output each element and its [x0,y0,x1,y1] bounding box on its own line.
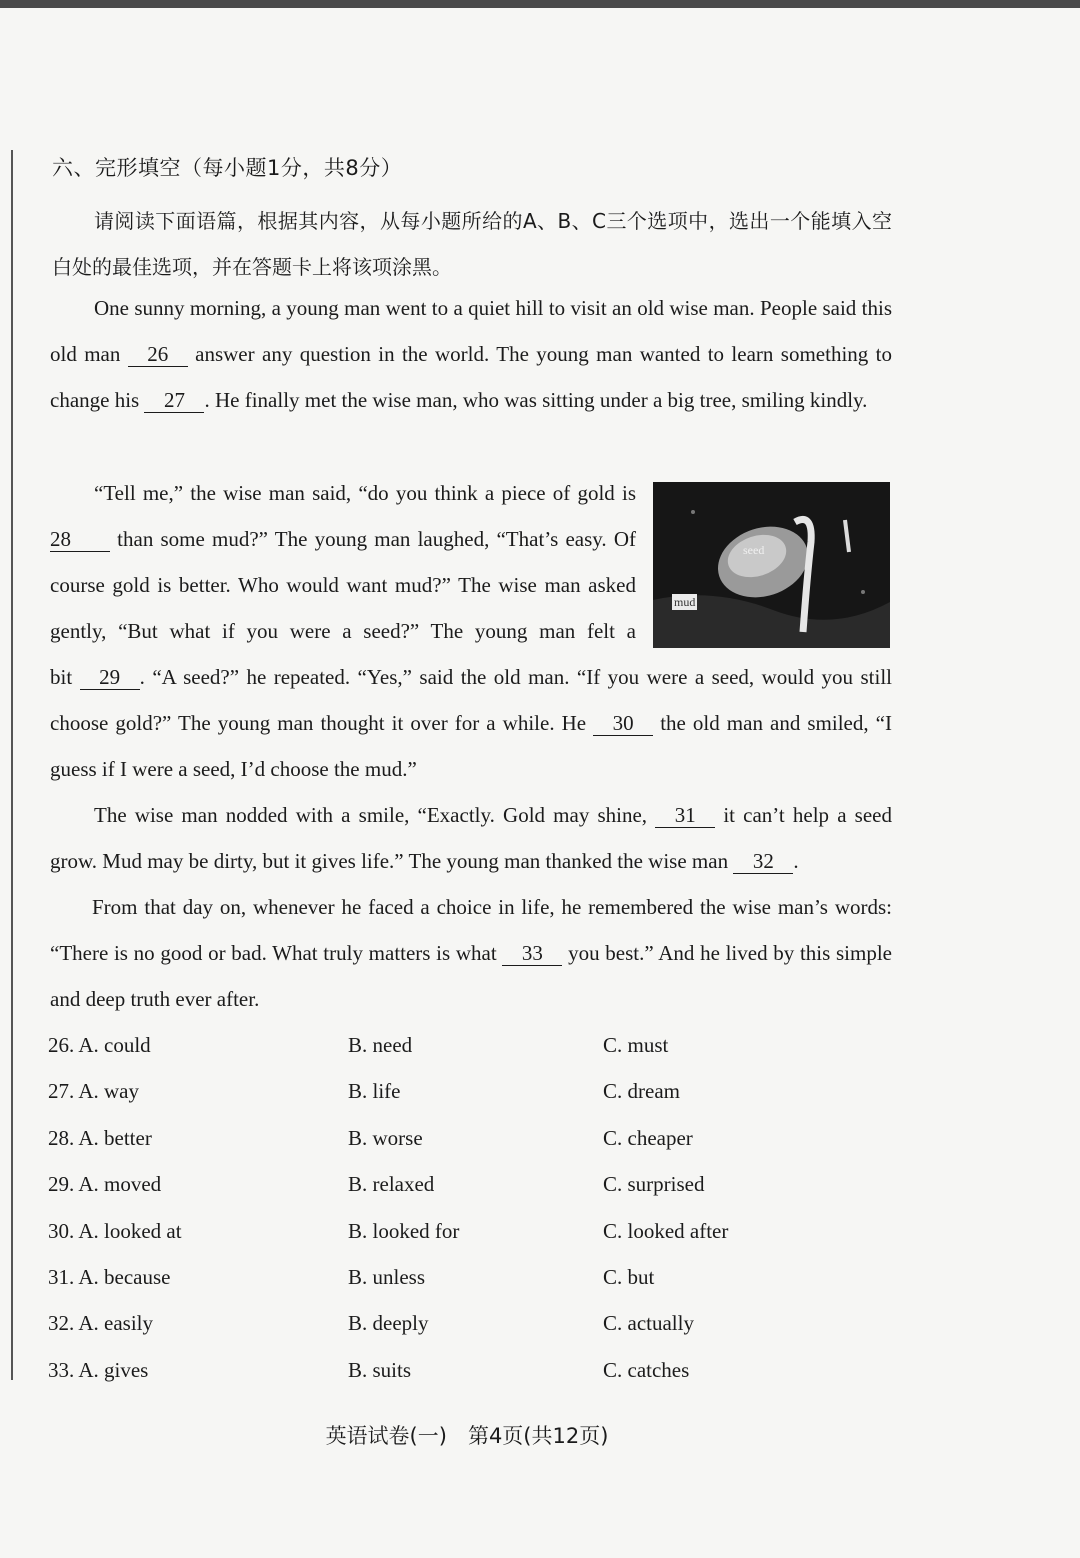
passage-paragraph-4 [50,884,892,1022]
passage-text: the old man and smiled, “I guess if I were a seed, I’d choose the mud.” [50,711,892,781]
option-c: C. actually [603,1311,694,1336]
mud-label: mud [674,595,696,609]
option-row [48,1115,808,1161]
option-b: B. need [348,1033,413,1057]
seed-label: seed [743,543,765,557]
passage-text: One sunny morning, a young man went to a quiet hill to visit an old wise man. People said this old man [50,296,892,366]
option-a: 31. A. because [48,1264,171,1289]
option-a: 29. A. moved [48,1172,162,1197]
passage-text: bit [50,665,80,689]
option-a: 32. A. easily [48,1311,153,1336]
blank-33: 33 [502,941,562,966]
option-a: 30. A. looked at [48,1218,182,1243]
option-a: 33. A. gives [48,1357,149,1382]
option-b: B. worse [348,1125,423,1150]
section-title: 六、完形填空（每小题1分，共8分） [52,156,403,180]
option-row [48,1208,808,1254]
passage-paragraph-1 [50,285,892,423]
option-row [48,1068,808,1114]
option-b: B. deeply [348,1311,429,1336]
blank-27: 27 [144,388,204,413]
passage-text: . [793,849,799,873]
option-b: B. unless [348,1264,426,1289]
option-c: C. catches [603,1357,690,1382]
option-row [48,1347,808,1393]
option-row [48,1161,808,1207]
seed-in-mud-illustration [653,482,890,648]
passage-text: The wise man nodded with a smile, “Exactly. Gold may shine, [94,803,656,827]
passage-text: you best.” And he lived by this simple and deep truth ever after. [50,941,892,1011]
option-b: B. looked for [348,1218,460,1243]
passage-text: answer any question in the world. The young man wanted to learn something to change his [50,342,893,412]
passage-text: . “A seed?” he repeated. “Yes,” said the old man. “If you were a seed, would you still choose gold?” The young man thought it over for a while. He [50,665,893,735]
option-a: 26. A. could [48,1033,151,1057]
option-b: B. relaxed [348,1172,435,1197]
option-b: B. life [348,1079,401,1104]
passage-text: From that day on, whenever he faced a choice in life, he remembered the wise man’s words: “There is no good or bad. What truly matters is what [50,895,892,965]
option-c: C. cheaper [603,1125,693,1150]
option-c: C. surprised [603,1172,705,1197]
blank-32: 32 [733,849,793,874]
option-c: C. must [603,1033,669,1057]
blank-26: 26 [128,342,188,367]
blank-30: 30 [593,711,653,736]
page-top-edge [0,0,1080,8]
seed-illustration-graphic [653,482,890,648]
option-c: C. dream [603,1079,680,1104]
passage-text: “Tell me,” the wise man said, “do you think a piece of gold is [94,481,636,505]
blank-31: 31 [655,803,715,828]
blank-29: 29 [80,665,140,690]
passage-text: than some mud?” The young man laughed, “That’s easy. Of course gold is better. Who would want mud?” The wise man asked gently, “But what if you were a seed?” The young man felt a [50,527,636,643]
page-footer: 英语试卷(一) 第4页(共12页) [325,1424,609,1448]
option-a: 28. A. better [48,1125,152,1150]
passage-text: it can’t help a seed grow. Mud may be dirty, but it gives life.” The young man thanked the wise man [50,803,892,873]
passage-paragraph-3 [50,792,892,884]
option-row [48,1022,808,1068]
option-c: C. looked after [603,1218,729,1243]
passage-paragraph-2 [50,470,636,654]
passage-paragraph-2-continued [50,654,892,792]
blank-28: 28 [50,527,110,552]
left-margin-line [11,150,13,1380]
option-b: B. suits [348,1357,412,1382]
option-row [48,1300,808,1346]
passage-text: . He finally met the wise man, who was sitting under a big tree, smiling kindly. [204,388,868,412]
answer-options [48,1022,808,1393]
option-a: 27. A. way [48,1079,139,1104]
option-row [48,1254,808,1300]
option-c: C. but [603,1264,655,1289]
section-instruction: 请阅读下面语篇，根据其内容，从每小题所给的A、B、C三个选项中，选出一个能填入空白处的最佳选项，并在答题卡上将该项涂黑。 [52,209,892,279]
